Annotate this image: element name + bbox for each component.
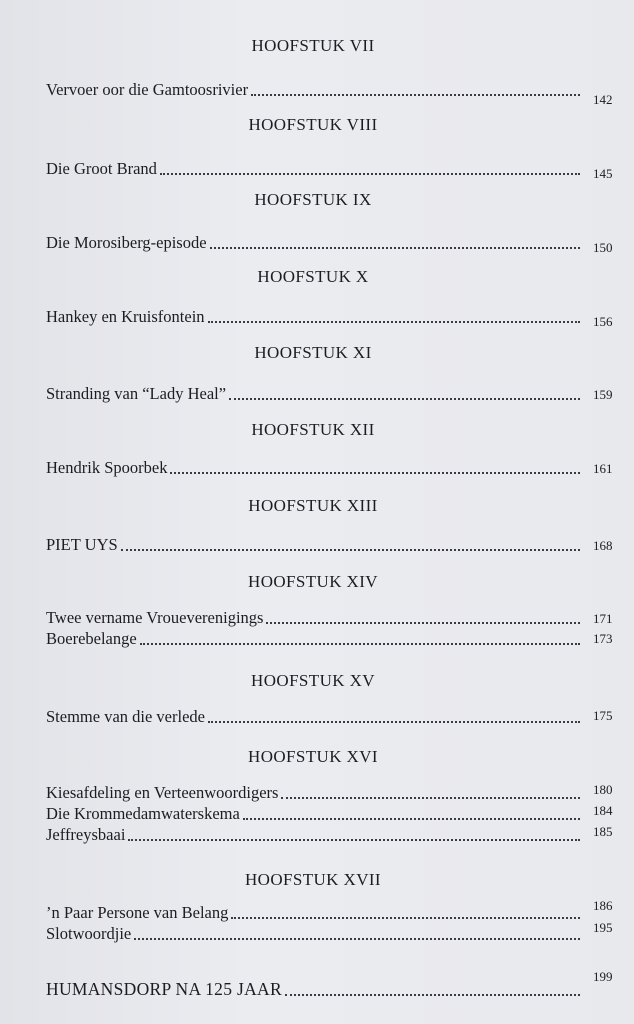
page-number: 175 [593, 708, 613, 723]
page-number: 180 [593, 782, 613, 797]
toc-entry[interactable] [46, 901, 586, 923]
entry-title: ’n Paar Persone van Belang [46, 903, 229, 922]
chapter-heading: HOOFSTUK XV [251, 671, 375, 690]
chapter-heading: HOOFSTUK XVI [248, 747, 378, 766]
entry-title: Jeffreysbaai [46, 825, 126, 844]
toc-entry[interactable] [46, 456, 586, 478]
page-number: 161 [593, 461, 613, 476]
toc-entry[interactable] [46, 781, 586, 803]
dot-leader [229, 398, 580, 400]
dot-leader [231, 917, 580, 919]
dot-leader [128, 839, 580, 841]
entry-title: Stemme van die verlede [46, 707, 205, 726]
toc-entry[interactable] [46, 533, 586, 555]
chapter-heading: HOOFSTUK VII [251, 36, 375, 55]
dot-leader [208, 721, 580, 723]
toc-entry[interactable] [46, 606, 586, 628]
chapter-heading: HOOFSTUK IX [254, 190, 372, 209]
entry-title: Die Groot Brand [46, 159, 157, 178]
entry-title: PIET UYS [46, 535, 118, 554]
page-number: 145 [593, 166, 613, 181]
dot-leader [170, 472, 580, 474]
toc-entry[interactable] [46, 705, 586, 727]
toc-entry[interactable] [46, 157, 586, 179]
toc-entry[interactable] [46, 78, 586, 100]
entry-title: Kiesafdeling en Verteenwoordigers [46, 783, 279, 802]
dot-leader [140, 643, 580, 645]
entry-title: Twee vername Vroueverenigings [46, 608, 264, 627]
dot-leader [281, 797, 580, 799]
entry-title: Die Morosiberg-episode [46, 233, 207, 252]
dot-leader [208, 321, 580, 323]
toc-entry[interactable] [46, 802, 586, 824]
page-number: 186 [593, 898, 613, 913]
toc-entry-final[interactable] [46, 978, 586, 1000]
entry-title: Hendrik Spoorbek [46, 458, 168, 477]
chapter-heading: HOOFSTUK XIII [248, 496, 378, 515]
page-number: 199 [593, 969, 613, 984]
page-number: 173 [593, 631, 613, 646]
entry-title: Vervoer oor die Gamtoosrivier [46, 80, 249, 99]
chapter-heading: HOOFSTUK VIII [248, 115, 378, 134]
dot-leader [160, 173, 580, 175]
chapter-heading: HOOFSTUK XVII [244, 870, 381, 889]
toc-entry[interactable] [46, 305, 586, 327]
chapter-heading: HOOFSTUK XII [251, 420, 375, 439]
entry-title: Stranding van “Lady Heal” [46, 384, 227, 403]
page-number: 150 [593, 240, 613, 255]
toc-entry[interactable] [46, 627, 586, 649]
entry-title: Die Krommedamwaterskema [46, 804, 240, 823]
chapter-heading: HOOFSTUK X [257, 267, 369, 286]
page-number: 195 [593, 920, 613, 935]
page-number: 184 [593, 803, 613, 818]
toc-entry[interactable] [46, 382, 586, 404]
dot-leader [285, 994, 580, 996]
page-number: 168 [593, 538, 613, 553]
toc-entry[interactable] [46, 922, 586, 944]
toc-entry[interactable] [46, 231, 586, 253]
dot-leader [243, 818, 580, 820]
page-number: 185 [593, 824, 613, 839]
dot-leader [210, 247, 580, 249]
toc-entry[interactable] [46, 823, 586, 845]
page-number: 159 [593, 387, 613, 402]
dot-leader [121, 549, 580, 551]
page-number: 156 [593, 314, 613, 329]
dot-leader [266, 622, 580, 624]
page-number: 142 [593, 92, 613, 107]
entry-title: Hankey en Kruisfontein [46, 307, 205, 326]
dot-leader [251, 94, 580, 96]
page-number: 171 [593, 611, 613, 626]
dot-leader [134, 938, 580, 940]
chapter-heading: HOOFSTUK XI [254, 343, 372, 362]
entry-title: Boerebelange [46, 629, 137, 648]
chapter-heading: HOOFSTUK XIV [248, 572, 378, 591]
entry-title: HUMANSDORP NA 125 JAAR [46, 979, 282, 999]
entry-title: Slotwoordjie [46, 924, 132, 943]
